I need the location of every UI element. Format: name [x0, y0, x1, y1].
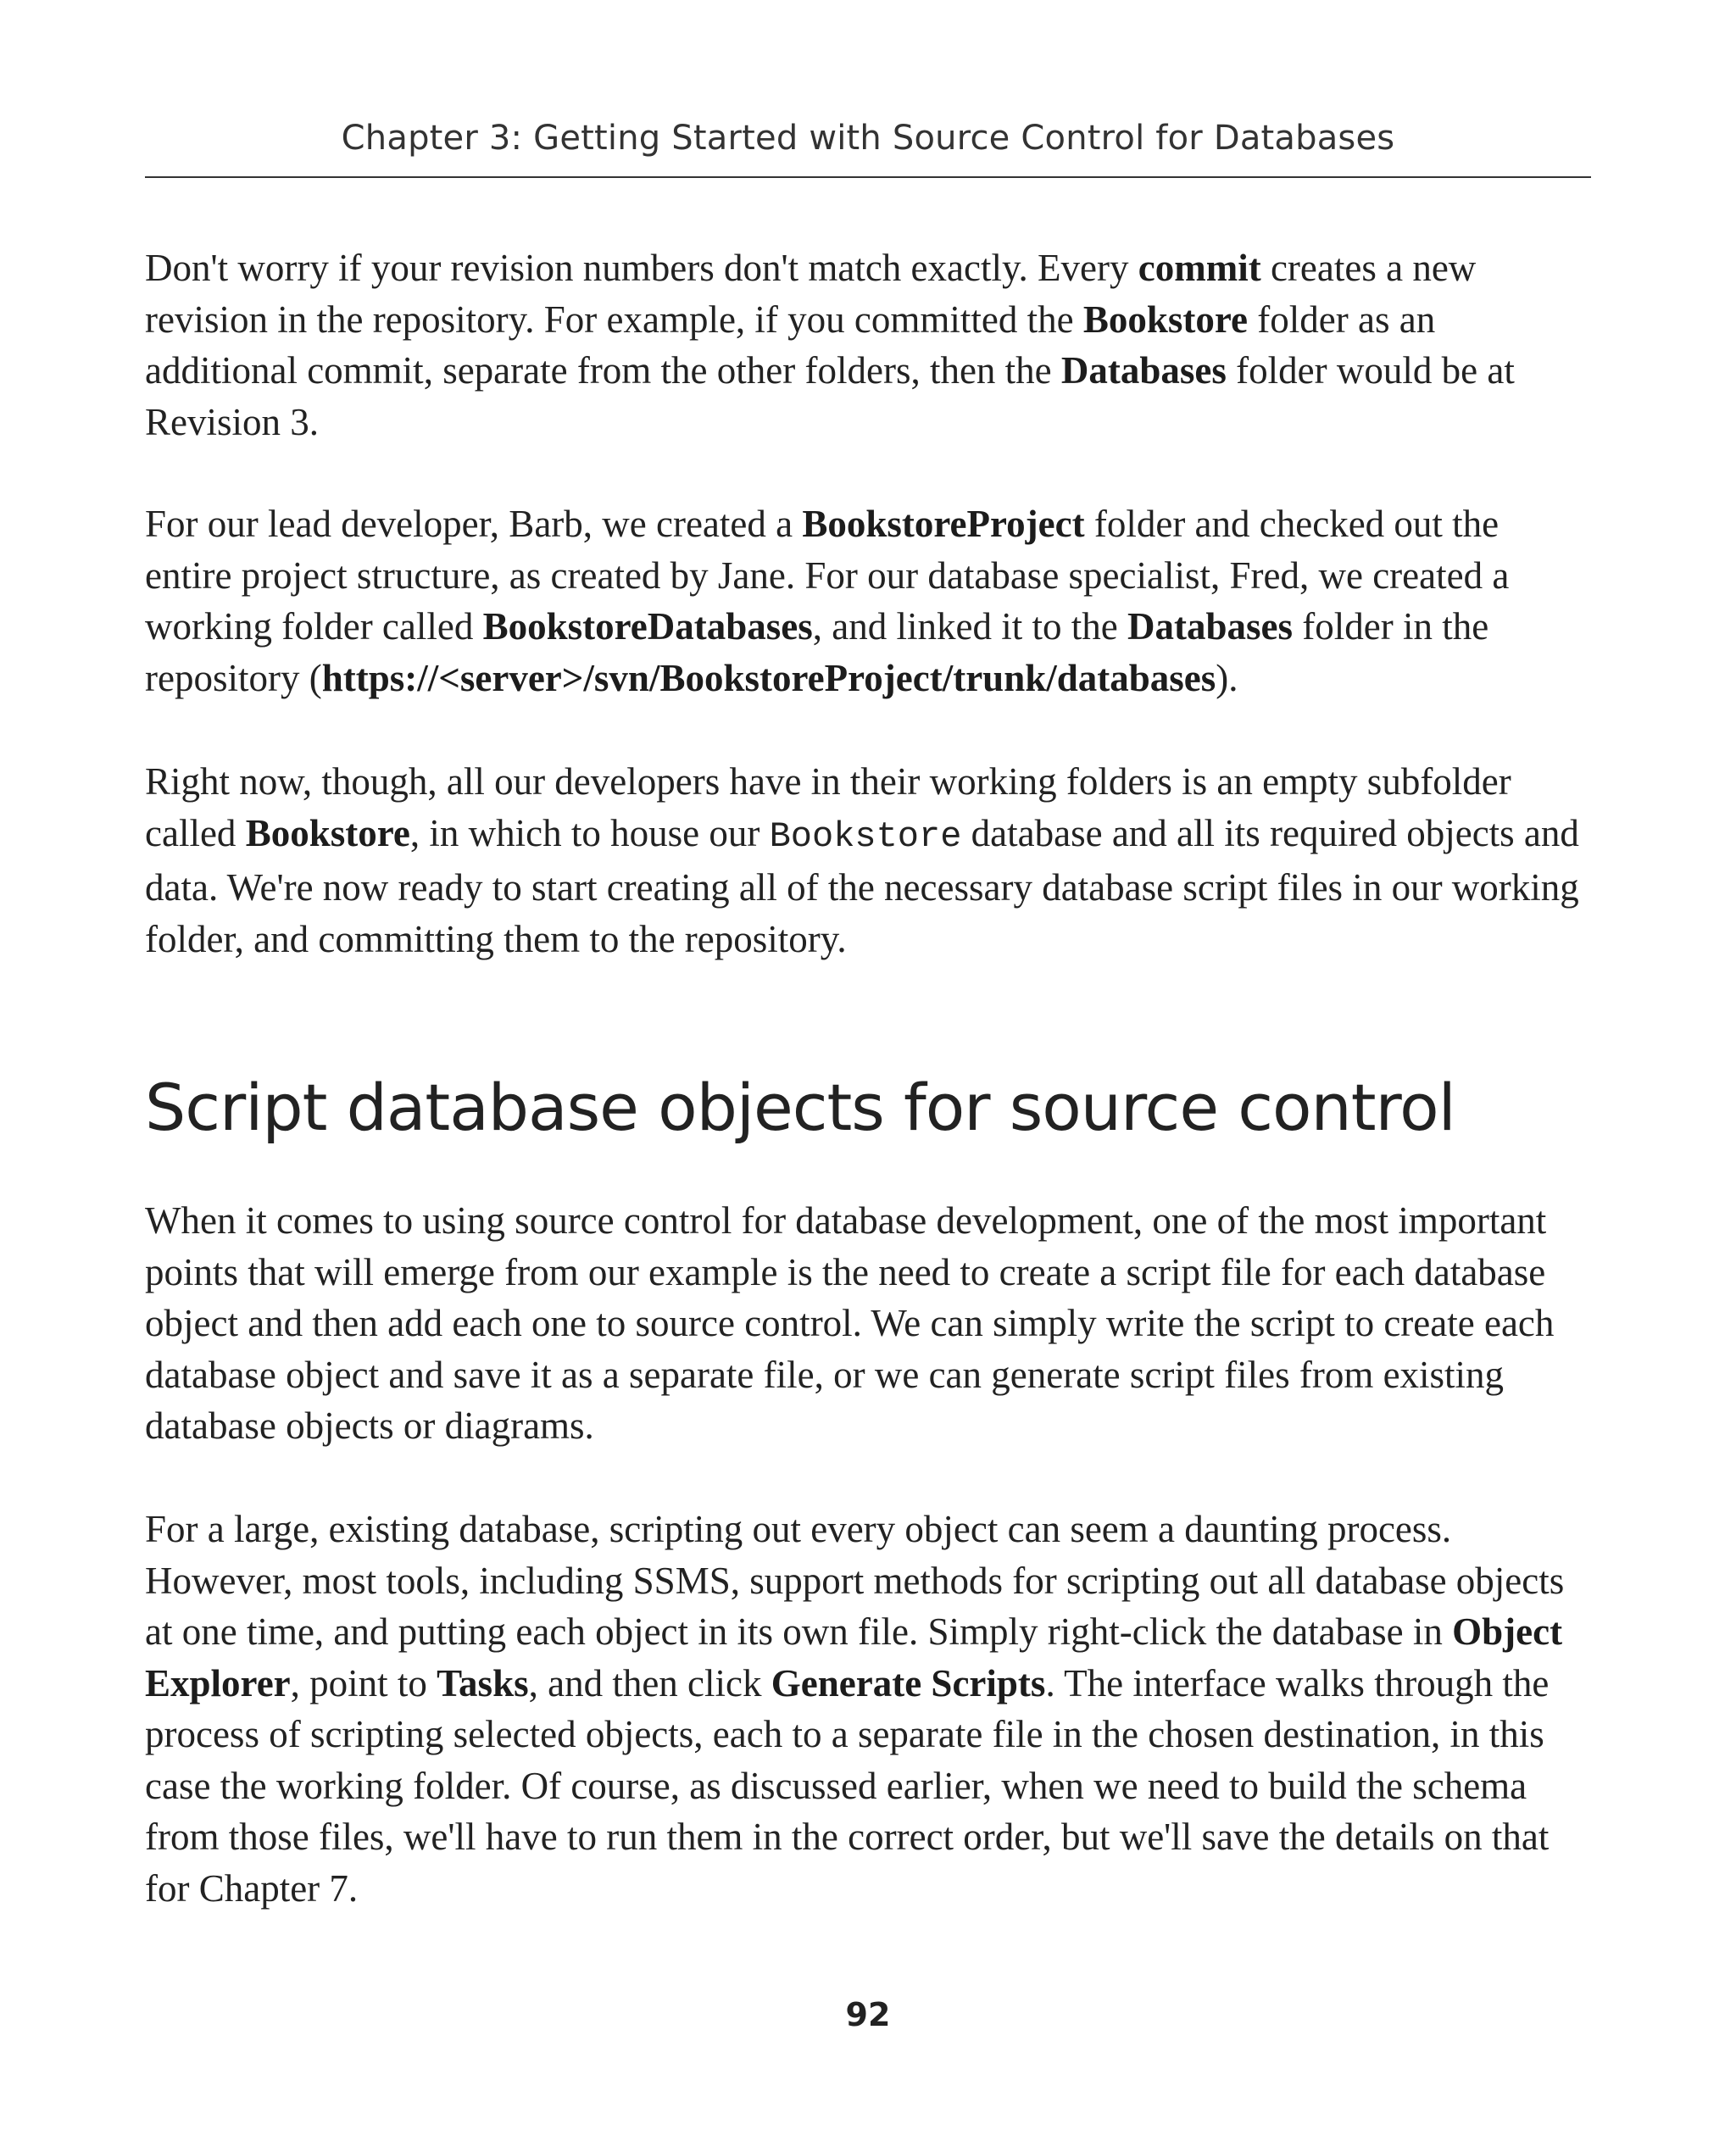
- text-run: folder would be at Revision 3.: [145, 349, 1515, 443]
- text-run: ).: [1216, 656, 1238, 699]
- bold-term-bookstore: Bookstore: [1082, 298, 1249, 341]
- paragraph-working-folders: [145, 498, 1591, 703]
- text-run: For a large, existing database, scripting out every object can seem a daunting process. However, most tools, including SSMS, support methods for scripting out all database objects at one time, and putting each object in its own file. Simply right-click the database in: [145, 1508, 1565, 1653]
- text-run: folder as an additional commit, separate from the other folders, then the: [145, 298, 1436, 392]
- page-number: 92: [845, 1996, 891, 2033]
- bold-term-databases: Databases: [1060, 349, 1227, 392]
- header-divider: [145, 176, 1591, 178]
- text-run: creates a new revision in the repository. For example, if you committed the: [145, 247, 1477, 341]
- text-run: folder and checked out the entire project structure, as created by Jane. For our database specialist, Fred, we created a working folder called: [145, 503, 1510, 648]
- text-run: , in which to house our: [409, 811, 770, 854]
- bold-term-bookstoreproject: BookstoreProject: [802, 503, 1085, 545]
- text-run: , point to: [290, 1661, 437, 1704]
- paragraph-generate-scripts: [145, 1504, 1591, 1914]
- section-heading: Script database objects for source control: [145, 1070, 1455, 1145]
- paragraph-revision-numbers: [145, 242, 1591, 448]
- bold-term-commit: commit: [1138, 247, 1261, 289]
- text-run: database and all its required objects and data. We're now ready to start creating all of the necessary database script files in our working folder, and committing them to the repository.: [145, 811, 1579, 960]
- code-term-bookstore: Bookstore: [769, 815, 962, 857]
- text-run: Right now, though, all our developers have in their working folders is an empty subfolder called: [145, 760, 1511, 854]
- bold-term-tasks: Tasks: [437, 1661, 529, 1704]
- text-run: folder in the repository (: [145, 605, 1489, 699]
- bold-term-object-explorer: Object Explorer: [145, 1610, 1563, 1704]
- paragraph-script-file-per-object: [145, 1195, 1591, 1452]
- bold-repository-url: https://<server>/svn/BookstoreProject/trunk/databases: [321, 656, 1216, 699]
- bold-term-bookstoredatabases: BookstoreDatabases: [482, 605, 813, 648]
- running-header: Chapter 3: Getting Started with Source Control for Databases: [341, 119, 1395, 158]
- text-run: Don't worry if your revision numbers don't match exactly. Every: [145, 247, 1138, 289]
- text-run: When it comes to using source control for database development, one of the most important points that will emerge from our example is the need to create a script file for each database object and then add each one to source control. We can simply write the script to create each database object and save it as a separate file, or we can generate script files from existing database objects or diagrams.: [145, 1199, 1555, 1447]
- text-run: . The interface walks through the process of scripting selected objects, each to a separate file in the chosen destination, in this case the working folder. Of course, as discussed earlier, when we need to build the schema from those files, we'll have to run them in the correct order, but we'll save the details on that for Chapter 7.: [145, 1661, 1550, 1910]
- paragraph-empty-subfolder: [145, 756, 1591, 965]
- text-run: , and linked it to the: [812, 605, 1127, 648]
- bold-term-generate-scripts: Generate Scripts: [771, 1661, 1046, 1704]
- text-run: For our lead developer, Barb, we created a: [145, 503, 803, 545]
- bold-term-bookstore: Bookstore: [245, 811, 410, 854]
- text-run: , and then click: [528, 1661, 771, 1704]
- bold-term-databases: Databases: [1127, 605, 1293, 648]
